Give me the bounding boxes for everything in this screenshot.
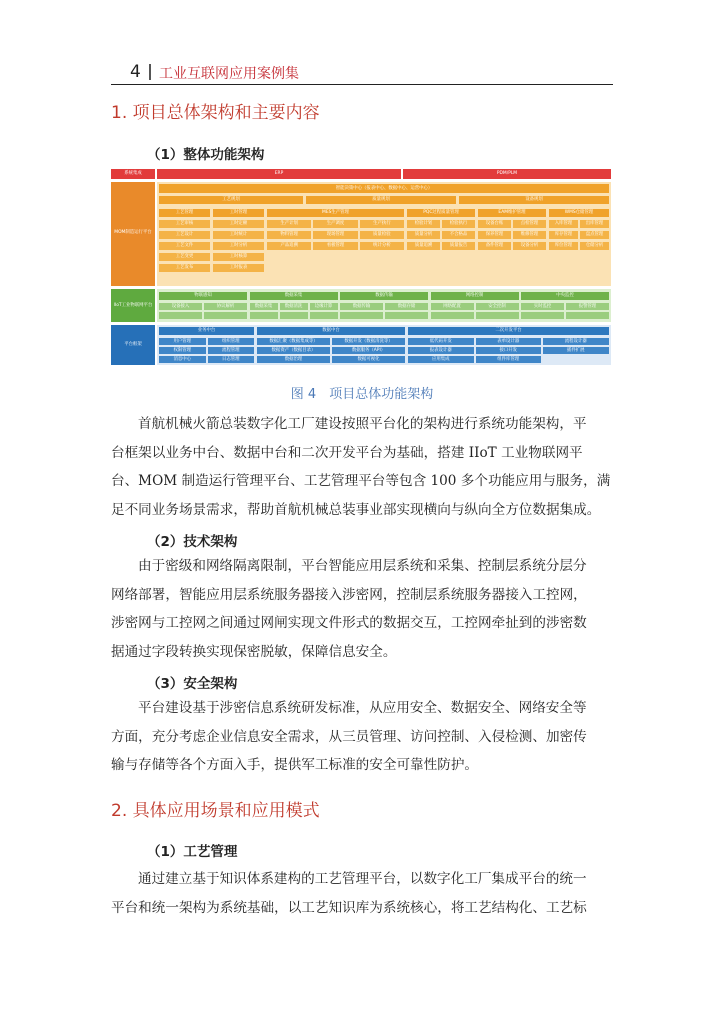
fig-quality-design: 质量规划: [306, 196, 456, 204]
fig-dev-item: 低代码开发: [408, 338, 474, 345]
section1-title: 1. 项目总体架构和主要内容: [111, 103, 320, 123]
fig-business-item: 消息中心: [159, 356, 206, 363]
fig-iot-item: 报警管理: [566, 303, 609, 310]
fig-iot-header: 网络控制: [431, 292, 519, 300]
fig-module-item: 生产执行: [360, 220, 404, 228]
fig-data-item: 数据开发（数据清洗等）: [332, 338, 405, 345]
fig-erp: ERP: [157, 169, 401, 179]
text-line: 平台和统一架构为系统基础，以工艺知识库为系统核心，将工艺结构化、工艺标: [111, 899, 587, 916]
fig-iot-item-blank: [310, 312, 338, 319]
text-line: 涉密网与工控网之间通过网闸实现文件形式的数据交互，工控网牵扯到的涉密数: [111, 615, 587, 632]
fig-module-item: 检验计划: [407, 220, 440, 228]
fig-iot-item: 网络配置: [431, 303, 474, 310]
fig-module-item: 产品追溯: [267, 242, 311, 250]
fig-business-item: 流程管理: [208, 347, 255, 354]
fig-module-item: 现场管理: [313, 231, 357, 239]
fig-iot-item-blank: [250, 312, 278, 319]
fig-iot-item: 数据采集: [250, 303, 278, 310]
text-line: 由于密级和网络隔离限制，平台智能应用层系统和采集、控制层系统分层分: [138, 558, 587, 574]
fig-module-item: 维修管理: [513, 231, 546, 239]
fig-module-item: 质量检验: [360, 231, 404, 239]
fig-equip-design: 设备规划: [459, 196, 609, 204]
page-number: 4: [130, 62, 141, 82]
fig-iot-item-blank: [204, 312, 247, 319]
fig-module-item: 检验执行: [442, 220, 475, 228]
fig-dev-item: 组件库管理: [476, 356, 542, 363]
fig-business-item: 组织管理: [208, 338, 255, 345]
page-header: [111, 62, 613, 82]
fig-module-item: 工时定额: [213, 220, 264, 228]
fig-module-item: 质量追溯: [407, 242, 440, 250]
fig-module-item: 工艺设计: [159, 231, 210, 239]
fig-iot-item: 安全控制: [476, 303, 519, 310]
fig-module-item: 工时报表: [213, 264, 264, 272]
fig-dev-item: 接口开发: [476, 347, 542, 354]
architecture-figure: [111, 165, 611, 366]
text-line: 平台建设基于涉密信息系统研发标准，从应用安全、数据安全、网络安全等: [138, 700, 587, 716]
text-line: 输与存储等各个方面入手，提供军工标准的安全可靠性防护。: [111, 757, 479, 774]
fig-data-item: 数据汇聚（数据集成等）: [257, 338, 330, 345]
fig-module-header: EAM维护管理: [478, 209, 546, 217]
fig-dev-hd: 二次开发平台: [408, 327, 609, 335]
fig-dev-item: 表单设计器: [476, 338, 542, 345]
fig-iot-item: 设备接入: [159, 303, 202, 310]
fig-module-item: 看板管理: [313, 242, 357, 250]
fig-data-hd: 数据中台: [257, 327, 405, 335]
fig-module-item: 出库管理: [580, 220, 609, 228]
fig-data-item: 数据服务（API）: [332, 347, 405, 354]
fig-module-item: 工艺审核: [159, 220, 210, 228]
section1-sub3: （3）安全架构: [147, 676, 238, 692]
fig-iot-header: 物联感知: [159, 292, 247, 300]
fig-module-item: 设备台账: [478, 220, 511, 228]
header-title: 工业互联网应用案例集: [159, 66, 299, 82]
fig-module-item: 设备分析: [513, 242, 546, 250]
header-divider: [149, 64, 151, 80]
fig-iot-item: 实时监控: [521, 303, 564, 310]
fig-module-item: 生产计划: [267, 220, 311, 228]
fig-module-item: 保养管理: [478, 231, 511, 239]
text-line: 据通过字段转换实现保密脱敏，保障信息安全。: [111, 643, 397, 660]
text-line: 通过建立基于知识体系建构的工艺管理平台，以数字化工厂集成平台的统一: [138, 871, 587, 887]
fig-dev-item: 插件扩展: [543, 347, 609, 354]
fig-dev-item: 报表设计器: [408, 347, 474, 354]
fig-iot-header: 中央监控: [521, 292, 609, 300]
fig-module-item: 仓储分析: [580, 242, 609, 250]
fig-module-header: WMS仓储管理: [549, 209, 609, 217]
section1-para2: [111, 552, 617, 666]
fig-module-item: 生产调度: [313, 220, 357, 228]
fig-module-item: 工艺变更: [159, 253, 210, 261]
fig-dev-item: 应用集成: [408, 356, 474, 363]
header-rule: [111, 84, 613, 85]
fig-iot-item-blank: [280, 312, 308, 319]
fig-iot-item-blank: [431, 312, 474, 319]
fig-iot-item: 数据传输: [340, 303, 383, 310]
fig-module-item: 工艺发布: [159, 264, 210, 272]
text-line: 方面，充分考虑企业信息安全需求，从三员管理、访问控制、入侵检测、加密传: [111, 728, 587, 745]
fig-label-iot: IIoT工业物联网平台: [111, 289, 155, 322]
fig-module-item: 工时核算: [213, 253, 264, 261]
fig-iot-header: 数据传输: [340, 292, 428, 300]
fig-module-item: 盘点管理: [580, 231, 609, 239]
fig-module-item: 库位管理: [549, 242, 578, 250]
section1-para1: [111, 410, 617, 524]
section2-title: 2. 具体应用场景和应用模式: [111, 801, 320, 821]
fig-module-item: 统计分析: [360, 242, 404, 250]
text-line: 台框架以业务中台、数据中台和二次开发平台为基础，搭建 IIoT 工业物联网平: [111, 444, 583, 461]
text-line: 首航机械火箭总装数字化工厂建设按照平台化的架构进行系统功能架构，平: [138, 416, 587, 432]
fig-iot-item-blank: [385, 312, 428, 319]
fig-iot-item: 边缘计算: [310, 303, 338, 310]
fig-label-mom: MOM制造运行平台: [111, 182, 155, 286]
fig-data-item: 数据可视化: [332, 356, 405, 363]
fig-business-item: 日志管理: [208, 356, 255, 363]
section1-sub1: （1）整体功能架构: [147, 147, 265, 163]
fig-module-header: 工时管理: [213, 209, 264, 217]
text-line: 足不同业务场景需求，帮助首航机械总装事业部实现横向与纵向全方位数据集成。: [111, 501, 601, 518]
fig-iot-item: 数据存储: [385, 303, 428, 310]
fig-pdm: PDM/PLM: [403, 169, 611, 179]
fig-data-item: 数据资产（数据目录）: [257, 347, 330, 354]
fig-iot-item-blank: [566, 312, 609, 319]
fig-business-item: 用户管理: [159, 338, 206, 345]
fig-module-header: PQC过程质量管理: [407, 209, 475, 217]
fig-iot-item-blank: [521, 312, 564, 319]
fig-module-item: 质量报告: [442, 242, 475, 250]
fig-iot-item: 数据清洗: [280, 303, 308, 310]
fig-module-header: 工艺管理: [159, 209, 210, 217]
fig-module-item: 不合格品: [442, 231, 475, 239]
fig-module-item: 库存管理: [549, 231, 578, 239]
figure-caption: 图 4 项目总体功能架构: [290, 387, 434, 402]
section1-sub2: （2）技术架构: [147, 534, 238, 550]
section1-para3: [111, 694, 617, 780]
section2-sub1: （1）工艺管理: [147, 844, 238, 860]
fig-module-item: 入库管理: [549, 220, 578, 228]
section2-para1: [111, 865, 617, 922]
fig-module-item: 物料管理: [267, 231, 311, 239]
fig-business-item: 权限管理: [159, 347, 206, 354]
fig-iot-header: 数据采集: [250, 292, 338, 300]
fig-iot-item-blank: [476, 312, 519, 319]
fig-data-item: 数据治理: [257, 356, 330, 363]
text-line: 网络部署，智能应用层系统服务器接入涉密网，控制层系统服务器接入工控网，: [111, 586, 587, 603]
fig-module-header: MES生产管理: [267, 209, 404, 217]
fig-module-item: 点检管理: [513, 220, 546, 228]
fig-module-item: 工时分析: [213, 242, 264, 250]
fig-label-base: 平台框架: [111, 325, 155, 365]
fig-module-item: 工时统计: [213, 231, 264, 239]
fig-module-item: 工艺文件: [159, 242, 210, 250]
fig-iot-item-blank: [159, 312, 202, 319]
fig-module-item: 质量分析: [407, 231, 440, 239]
text-line: 台、MOM 制造运行管理平台、工艺管理平台等包含 100 多个功能应用与服务，满: [111, 473, 611, 490]
fig-dev-item: 流程设计器: [543, 338, 609, 345]
fig-business-hd: 业务中台: [159, 327, 254, 335]
fig-label-integration: 系统集成: [111, 169, 155, 179]
fig-process-design: 工艺规划: [159, 196, 303, 204]
fig-module-item: 备件管理: [478, 242, 511, 250]
fig-iot-item: 协议解析: [204, 303, 247, 310]
fig-iot-item-blank: [340, 312, 383, 319]
fig-center-bar: 智能决策中心（报表中心、数据中心、运营中心）: [159, 184, 609, 193]
